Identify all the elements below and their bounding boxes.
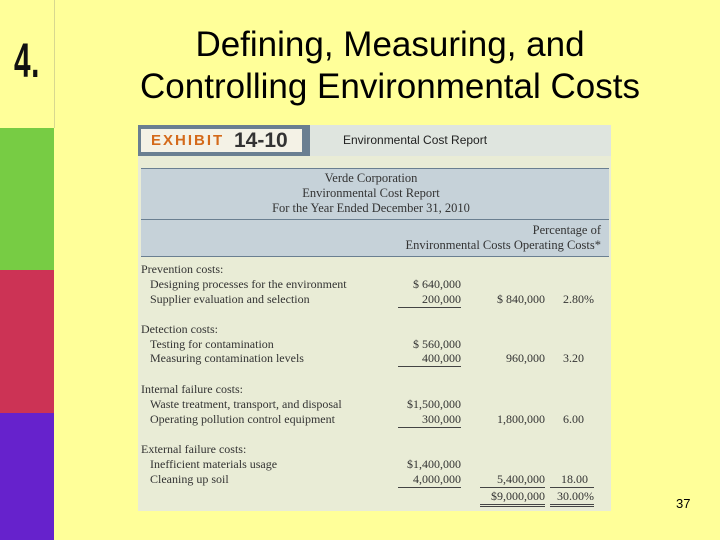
col-header-env: Environmental Costs [405, 238, 511, 252]
col-header-pct-line1: Percentage of [532, 223, 601, 237]
line-item-amount: $1,400,000 [407, 457, 461, 471]
section-heading: Prevention costs: [141, 262, 224, 276]
double-rule-a [480, 504, 545, 505]
double-rule-d [550, 506, 594, 507]
slide-title-line2: Controlling Environmental Costs [140, 67, 640, 106]
line-item-amount: $ 560,000 [413, 337, 461, 351]
subtotal-rule [398, 487, 461, 488]
section-heading: External failure costs: [141, 442, 247, 456]
section-number: 4. [14, 35, 41, 88]
header-rule-top [141, 168, 609, 169]
exhibit-header [138, 125, 611, 156]
double-rule-c [550, 504, 594, 505]
section-pct: 6.00 [563, 412, 584, 426]
report-header [141, 168, 609, 257]
line-item-label: Supplier evaluation and selection [150, 292, 310, 306]
slide-title [60, 24, 720, 108]
section-total: $ 840,000 [497, 292, 545, 306]
grand-pct: 30.00% [557, 489, 594, 503]
section-pct: 3.20 [563, 351, 584, 365]
header-rule-bottom [141, 256, 609, 257]
section-heading: Internal failure costs: [141, 382, 243, 396]
double-rule-b [480, 506, 545, 507]
exhibit-image [138, 125, 611, 511]
section-total: 1,800,000 [497, 412, 545, 426]
line-item-amount: 4,000,000 [413, 472, 461, 486]
left-bar-red [0, 270, 54, 413]
exhibit-title: Environmental Cost Report [310, 125, 611, 156]
line-item-label: Measuring contamination levels [150, 351, 304, 365]
report-name: Environmental Cost Report [302, 186, 440, 200]
exhibit-label: EXHIBIT [141, 129, 234, 152]
left-bar-green [0, 128, 54, 270]
line-item-amount: $1,500,000 [407, 397, 461, 411]
line-item-amount: 400,000 [422, 351, 461, 365]
line-item-amount: $ 640,000 [413, 277, 461, 291]
subtotal-rule [398, 427, 461, 428]
left-bar-purple [0, 413, 54, 540]
subtotal-rule [398, 366, 461, 367]
line-item-label: Testing for contamination [150, 337, 274, 351]
report-period: For the Year Ended December 31, 2010 [272, 201, 470, 215]
header-rule-mid [141, 219, 609, 220]
col-header-pct-line2 [406, 238, 601, 253]
section-pct: 18.00 [561, 472, 588, 486]
grand-total: $9,000,000 [491, 489, 545, 503]
section-total: 5,400,000 [497, 472, 545, 486]
section-pct: 2.80% [563, 292, 594, 306]
exhibit-number: 14-10 [234, 129, 302, 152]
company-name: Verde Corporation [324, 171, 418, 185]
line-item-label: Designing processes for the environment [150, 277, 347, 291]
line-item-amount: 200,000 [422, 292, 461, 306]
col-header-opcost: Operating Costs* [513, 238, 601, 252]
pct-rule [550, 487, 594, 488]
section-total: 960,000 [506, 351, 545, 365]
line-item-label: Inefficient materials usage [150, 457, 278, 471]
line-item-label: Cleaning up soil [150, 472, 229, 486]
subtotal-rule [398, 307, 461, 308]
slide-title-line1: Defining, Measuring, and [195, 25, 585, 64]
total-rule [480, 487, 545, 488]
page-number: 37 [676, 496, 691, 511]
section-heading: Detection costs: [141, 322, 218, 336]
line-item-label: Waste treatment, transport, and disposal [150, 397, 342, 411]
line-item-label: Operating pollution control equipment [150, 412, 335, 426]
line-item-amount: 300,000 [422, 412, 461, 426]
